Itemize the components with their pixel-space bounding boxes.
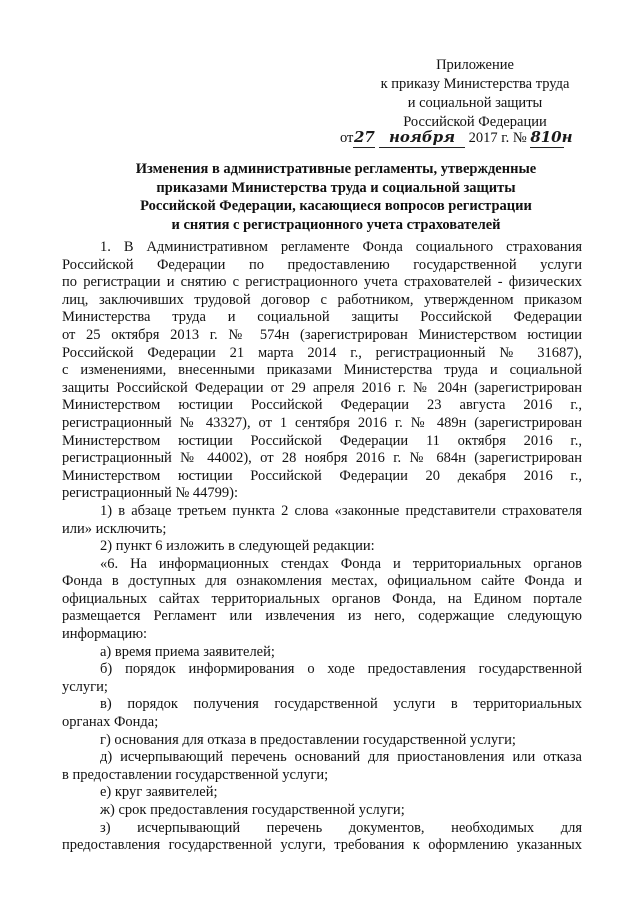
body-line: Фонда в доступных для ознакомления местах, официальном сайте Фонда и — [62, 573, 582, 590]
document-body — [62, 239, 582, 855]
body-line: в предоставлении государственной услуги; — [62, 766, 329, 783]
body-line: предоставления государственной услуги, требования к оформлению указанных — [62, 837, 582, 854]
appendix-header — [360, 56, 590, 132]
body-line: услуги; — [62, 678, 108, 695]
order-day-handwritten: 27 — [353, 128, 375, 146]
body-line: 2) пункт 6 изложить в следующей редакции: — [100, 538, 375, 555]
title-line: и снятия с регистрационного учета страхователей — [171, 216, 501, 233]
body-line: лиц, заключивших трудовой договор с работником, утвержденном приказом — [62, 291, 582, 308]
appendix-line: к приказу Министерства труда — [380, 76, 570, 92]
body-line: размещается Регламент или извлечения из него, содержащие следующую — [62, 608, 582, 625]
title-line: Изменения в административные регламенты, утвержденные — [135, 161, 537, 177]
body-line: д) исчерпывающий перечень оснований для приостановления или отказа — [100, 749, 582, 766]
body-line: с изменениями, внесенными приказами Министерства труда и социальной — [62, 362, 582, 379]
body-line: регистрационный № 44799): — [62, 485, 239, 502]
body-line: Министерством юстиции Российской Федерации 11 октября 2016 г., — [62, 432, 582, 449]
appendix-line: и социальной защиты — [407, 95, 543, 111]
body-line: или» исключить; — [62, 520, 167, 537]
body-line: г) основания для отказа в предоставлении государственной услуги; — [100, 731, 516, 748]
body-line: от 25 октября 2013 г. № 574н (зарегистрирован Министерством юстиции — [62, 326, 582, 343]
appendix-line: Приложение — [436, 57, 514, 73]
body-line: в) порядок получения государственной услуги в территориальных — [100, 696, 582, 713]
body-line: Министерства труда и социальной защиты Российской Федерации — [62, 309, 582, 326]
order-month-handwritten: ноября — [379, 128, 465, 148]
title-line: Российской Федерации, касающиеся вопросов регистрации — [140, 198, 532, 214]
order-year: 2017 г. № — [468, 130, 527, 146]
body-line: 1) в абзаце третьем пункта 2 слова «законные представители страхователя — [100, 502, 582, 519]
body-line: 1. В Административном регламенте Фонда социального страхования — [100, 239, 582, 255]
body-line: а) время приема заявителей; — [100, 643, 275, 660]
order-prefix: от — [340, 130, 354, 146]
body-line: регистрационный № 44002), от 28 ноября 2016 г. № 684н (зарегистрирован — [62, 450, 582, 467]
body-line: защиты Российской Федерации от 29 апреля 2016 г. № 204н (зарегистрирован — [62, 379, 582, 396]
body-line: информацию: — [62, 626, 148, 643]
body-line: «6. На информационных стендах Фонда и территориальных органов — [100, 555, 582, 572]
title-line: приказами Министерства труда и социальной защиты — [156, 179, 516, 196]
body-line: б) порядок информирования о ходе предоставления государственной — [100, 661, 582, 678]
document-title — [96, 160, 576, 234]
order-date-line — [340, 128, 600, 148]
body-line: з) исчерпывающий перечень документов, необходимых для — [100, 819, 582, 836]
body-line: Министерством юстиции Российской Федерации 20 декабря 2016 г., — [62, 467, 582, 484]
order-number-handwritten: 810н — [530, 128, 573, 146]
body-line: регистрационный № 43327), от 1 сентября 2016 г. № 489н (зарегистрирован — [62, 414, 582, 431]
body-line: Российской Федерации 21 марта 2014 г., регистрационный № 31687), — [62, 344, 582, 361]
body-line: официальных сайтах территориальных органов Фонда, на Едином портале — [62, 590, 582, 607]
body-line: е) круг заявителей; — [100, 784, 218, 801]
body-line: ж) срок предоставления государственной услуги; — [100, 802, 405, 818]
body-line: Российской Федерации по предоставлению государственной услуги — [62, 256, 582, 273]
appendix-line: Российской Федерации — [403, 114, 547, 130]
body-line: по регистрации и снятию с регистрационного учета страхователей - физических — [62, 274, 582, 291]
body-line: Министерством юстиции Российской Федерации 23 августа 2016 г., — [62, 397, 582, 414]
body-line: органах Фонда; — [62, 714, 159, 731]
